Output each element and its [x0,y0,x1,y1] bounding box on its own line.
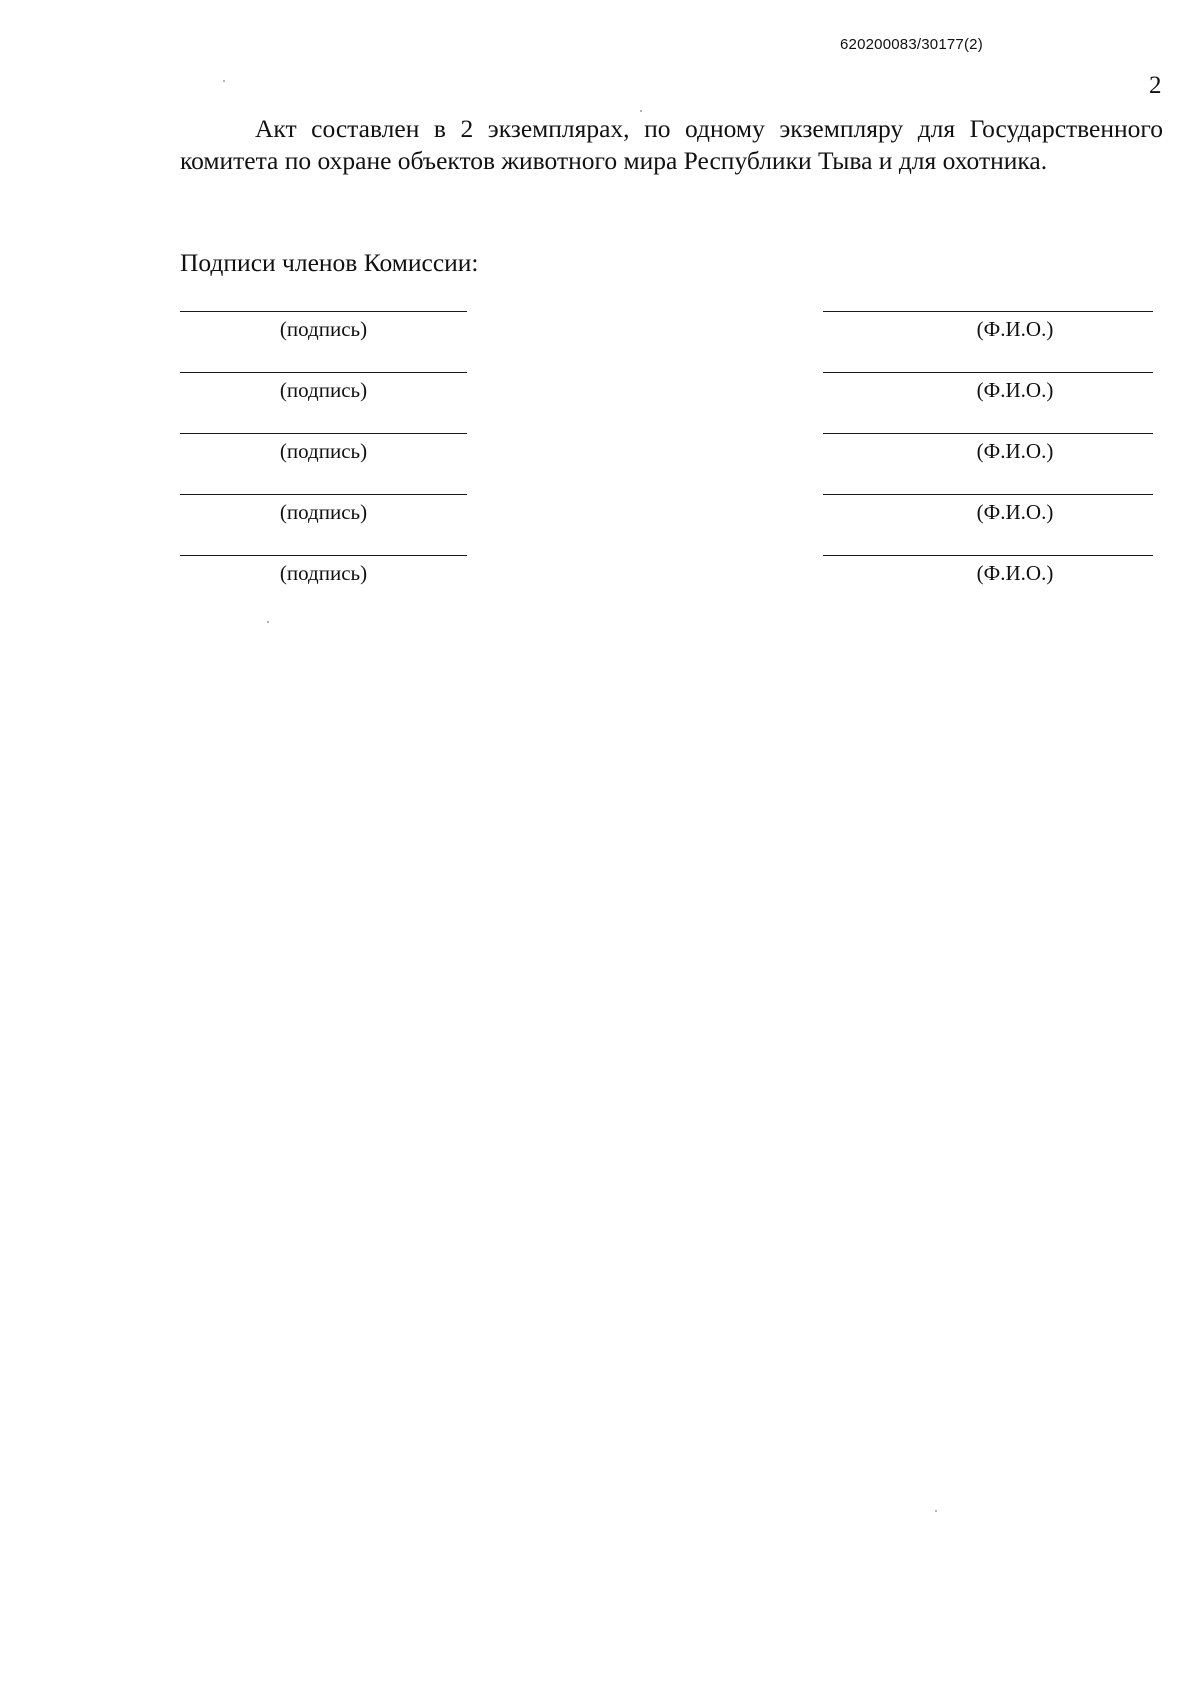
name-caption: (Ф.И.О.) [976,439,1054,463]
signature-line [180,372,467,373]
signature-caption: (подпись) [279,439,368,463]
page-number: 2 [1149,72,1162,99]
signature-line [180,494,467,495]
signature-row [0,555,1200,595]
document-id: 620200083/30177(2) [840,36,983,53]
signature-caption: (подпись) [279,378,368,402]
signature-row [0,311,1200,351]
name-line [823,555,1153,556]
scan-speck [935,1510,937,1512]
signature-row [0,494,1200,534]
signature-caption: (подпись) [279,561,368,585]
signatures-heading: Подписи членов Комиссии: [180,248,479,277]
signature-row [0,372,1200,412]
name-caption: (Ф.И.О.) [976,378,1054,402]
name-line [823,494,1153,495]
act-paragraph: Акт составлен в 2 экземплярах, по одному экземпляру для Государственного комитета по охране объектов животного мира Республики Тыва и для охотника. [180,114,1163,175]
name-caption: (Ф.И.О.) [976,500,1054,524]
name-caption: (Ф.И.О.) [976,561,1054,585]
signature-row [0,433,1200,473]
scan-speck [640,110,642,112]
signature-caption: (подпись) [279,500,368,524]
name-line [823,311,1153,312]
name-line [823,372,1153,373]
signature-line [180,311,467,312]
scan-speck [223,80,225,82]
signature-caption: (подпись) [279,317,368,341]
signature-line [180,433,467,434]
name-line [823,433,1153,434]
name-caption: (Ф.И.О.) [976,317,1054,341]
signature-line [180,555,467,556]
scan-speck [267,621,269,623]
